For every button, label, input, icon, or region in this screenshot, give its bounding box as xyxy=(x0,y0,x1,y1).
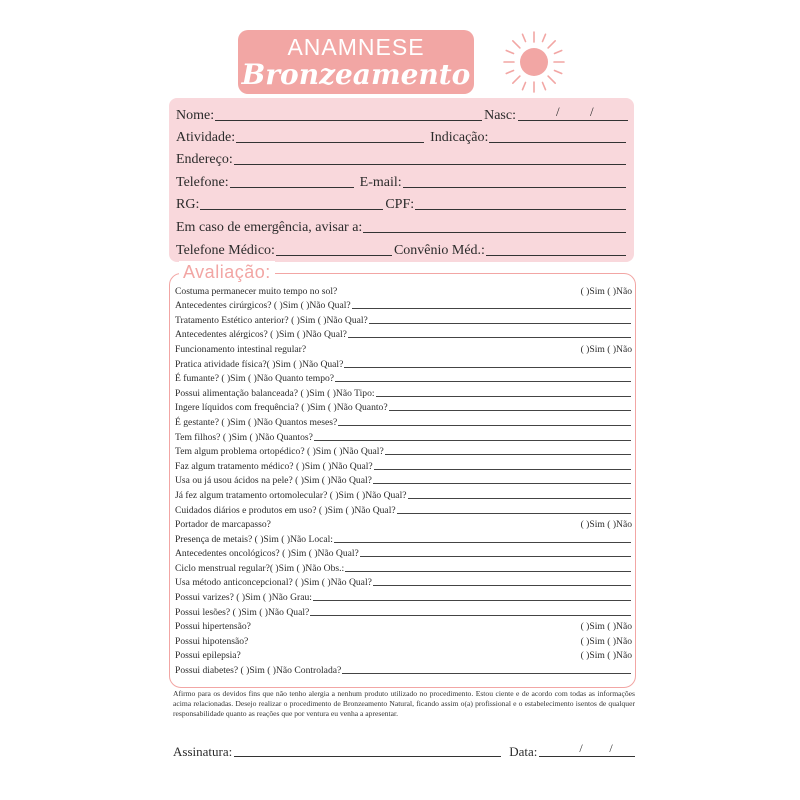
question-text: Possui epilepsia? xyxy=(175,650,241,662)
question-row xyxy=(175,311,632,326)
field-data[interactable] xyxy=(539,741,635,757)
question-row xyxy=(175,501,632,516)
question-text: Possui hipotensão? xyxy=(175,635,249,647)
answer-line[interactable] xyxy=(360,548,631,557)
row-rg xyxy=(176,193,628,213)
question-row xyxy=(175,647,632,662)
question-row xyxy=(175,574,632,589)
question-text: Cuidados diários e produtos em uso? ( )Sim ( )Não Qual? xyxy=(175,504,396,516)
question-row xyxy=(175,413,632,428)
label-nome: Nome: xyxy=(176,108,215,123)
field-telefone-medico[interactable] xyxy=(276,243,392,256)
date-slash: / xyxy=(590,104,594,119)
answer-line[interactable] xyxy=(313,592,631,601)
answer-line[interactable] xyxy=(338,417,631,426)
question-row xyxy=(175,326,632,341)
label-email: E-mail: xyxy=(359,175,402,190)
question-text: Portador de marcapasso? xyxy=(175,519,271,531)
question-text: Funcionamento intestinal regular? xyxy=(175,343,307,355)
label-indicacao: Indicação: xyxy=(430,130,489,145)
question-text: Já fez algum tratamento ortomolecular? ( )Sim ( )Não Qual? xyxy=(175,489,407,501)
field-assinatura[interactable] xyxy=(234,746,501,757)
field-indicacao[interactable] xyxy=(489,130,626,143)
question-row xyxy=(175,661,632,676)
yes-no-options[interactable]: ( )Sim ( )Não xyxy=(580,650,632,662)
field-convenio[interactable] xyxy=(486,243,626,256)
answer-line[interactable] xyxy=(348,329,631,338)
answer-line[interactable] xyxy=(369,315,631,324)
question-list xyxy=(175,282,632,676)
identification-section xyxy=(169,98,634,262)
date-slash: / xyxy=(579,741,583,755)
question-text: Tem filhos? ( )Sim ( )Não Quantos? xyxy=(175,431,313,443)
question-row xyxy=(175,355,632,370)
field-telefone[interactable] xyxy=(230,175,354,188)
field-rg[interactable] xyxy=(200,197,383,210)
question-row xyxy=(175,457,632,472)
yes-no-options[interactable]: ( )Sim ( )Não xyxy=(580,519,632,531)
label-telefone: Telefone: xyxy=(176,175,229,190)
answer-line[interactable] xyxy=(335,373,631,382)
title-bronzeamento: Bronzeamento xyxy=(241,58,471,91)
yes-no-options[interactable]: ( )Sim ( )Não xyxy=(580,635,632,647)
question-row xyxy=(175,559,632,574)
label-cpf: CPF: xyxy=(385,197,415,212)
question-row xyxy=(175,516,632,531)
question-row xyxy=(175,588,632,603)
label-atividade: Atividade: xyxy=(176,130,236,145)
answer-line[interactable] xyxy=(408,490,632,499)
date-slash: / xyxy=(556,104,560,119)
answer-line[interactable] xyxy=(334,534,631,543)
field-endereco[interactable] xyxy=(234,152,626,165)
question-row xyxy=(175,340,632,355)
label-endereco: Endereço: xyxy=(176,152,233,167)
label-convenio: Convênio Méd.: xyxy=(393,243,485,258)
question-text: Antecedentes alérgicos? ( )Sim ( )Não Qual? xyxy=(175,329,347,341)
question-row xyxy=(175,486,632,501)
question-text: Possui hipertensão? xyxy=(175,621,251,633)
question-row xyxy=(175,545,632,560)
answer-line[interactable] xyxy=(374,461,631,470)
sun-icon xyxy=(502,30,566,94)
question-text: Pratica atividade física?( )Sim ( )Não Qual? xyxy=(175,358,344,370)
answer-line[interactable] xyxy=(345,563,631,572)
field-nasc[interactable] xyxy=(518,104,628,121)
question-row xyxy=(175,632,632,647)
question-row xyxy=(175,443,632,458)
row-emergencia xyxy=(176,216,628,236)
label-assinatura: Assinatura: xyxy=(173,744,233,759)
row-endereco xyxy=(176,148,628,168)
question-row xyxy=(175,603,632,618)
field-emergencia[interactable] xyxy=(363,220,626,233)
label-telefone-medico: Telefone Médico: xyxy=(176,243,275,258)
question-text: Tratamento Estético anterior? ( )Sim ( )Não Qual? xyxy=(175,314,368,326)
yes-no-options[interactable]: ( )Sim ( )Não xyxy=(580,621,632,633)
date-slash: / xyxy=(609,741,613,755)
question-text: Possui varizes? ( )Sim ( )Não Grau: xyxy=(175,592,312,604)
question-text: Usa ou já usou ácidos na pele? ( )Sim ( )Não Qual? xyxy=(175,475,372,487)
signature-row xyxy=(173,741,635,760)
question-text: Tem algum problema ortopédico? ( )Sim ( )Não Qual? xyxy=(175,446,384,458)
answer-line[interactable] xyxy=(310,607,631,616)
question-row xyxy=(175,530,632,545)
question-text: Faz algum tratamento médico? ( )Sim ( )Não Qual? xyxy=(175,460,373,472)
evaluation-heading: Avaliação: xyxy=(179,261,275,283)
question-text: Presença de metais? ( )Sim ( )Não Local: xyxy=(175,533,333,545)
answer-line[interactable] xyxy=(342,665,631,674)
question-text: Ciclo menstrual regular?( )Sim ( )Não Obs.: xyxy=(175,562,345,574)
question-row xyxy=(175,282,632,297)
question-row xyxy=(175,618,632,633)
field-email[interactable] xyxy=(403,175,626,188)
question-row xyxy=(175,399,632,414)
label-nasc: Nasc: xyxy=(484,108,516,123)
answer-line[interactable] xyxy=(314,432,631,441)
question-text: É fumante? ( )Sim ( )Não Quanto tempo? xyxy=(175,373,335,385)
yes-no-options[interactable]: ( )Sim ( )Não xyxy=(580,285,632,297)
field-atividade[interactable] xyxy=(236,130,424,143)
field-cpf[interactable] xyxy=(415,197,626,210)
answer-line[interactable] xyxy=(373,475,631,484)
answer-line[interactable] xyxy=(352,300,631,309)
label-rg: RG: xyxy=(176,197,200,212)
question-text: Antecedentes oncológicos? ( )Sim ( )Não Qual? xyxy=(175,548,359,560)
label-data: Data: xyxy=(509,744,538,759)
question-row xyxy=(175,297,632,312)
yes-no-options[interactable]: ( )Sim ( )Não xyxy=(580,343,632,355)
title-banner xyxy=(238,30,474,94)
question-row xyxy=(175,370,632,385)
row-nome xyxy=(176,104,628,124)
question-text: Ingere líquidos com frequência? ( )Sim ( )Não Quanto? xyxy=(175,402,388,414)
question-text: Costuma permanecer muito tempo no sol? xyxy=(175,285,338,297)
answer-line[interactable] xyxy=(376,388,631,397)
row-telefone xyxy=(176,171,628,191)
title-anamnese: ANAMNESE xyxy=(287,34,425,60)
answer-line[interactable] xyxy=(373,577,631,586)
question-text: Possui alimentação balanceada? ( )Sim ( )Não Tipo: xyxy=(175,387,375,399)
question-text: Antecedentes cirúrgicos? ( )Sim ( )Não Qual? xyxy=(175,300,351,312)
answer-line[interactable] xyxy=(385,446,631,455)
row-atividade xyxy=(176,126,628,146)
answer-line[interactable] xyxy=(389,402,631,411)
answer-line[interactable] xyxy=(344,359,631,368)
label-emergencia: Em caso de emergência, avisar a: xyxy=(176,220,363,235)
question-text: É gestante? ( )Sim ( )Não Quantos meses? xyxy=(175,416,338,428)
answer-line[interactable] xyxy=(397,505,631,514)
declaration-text: Afirmo para os devidos fins que não tenho alergia a nenhum produto utilizado no procedimento. Estou ciente e de acordo com todas as informações acima relacionadas. Desejo realizar o procedimento de Bronzeamento Natural, ficando assim o(a) profissional e o estabelecimento isentos de qualquer responsabilidade quanto as reações que por ventura eu venha a apresentar. xyxy=(173,689,635,718)
question-text: Possui diabetes? ( )Sim ( )Não Controlada? xyxy=(175,665,342,677)
question-row xyxy=(175,384,632,399)
question-text: Possui lesões? ( )Sim ( )Não Qual? xyxy=(175,606,310,618)
question-row xyxy=(175,428,632,443)
field-nome[interactable] xyxy=(215,108,482,121)
row-telefone-medico xyxy=(176,239,628,259)
question-text: Usa método anticoncepcional? ( )Sim ( )Não Qual? xyxy=(175,577,372,589)
question-row xyxy=(175,472,632,487)
